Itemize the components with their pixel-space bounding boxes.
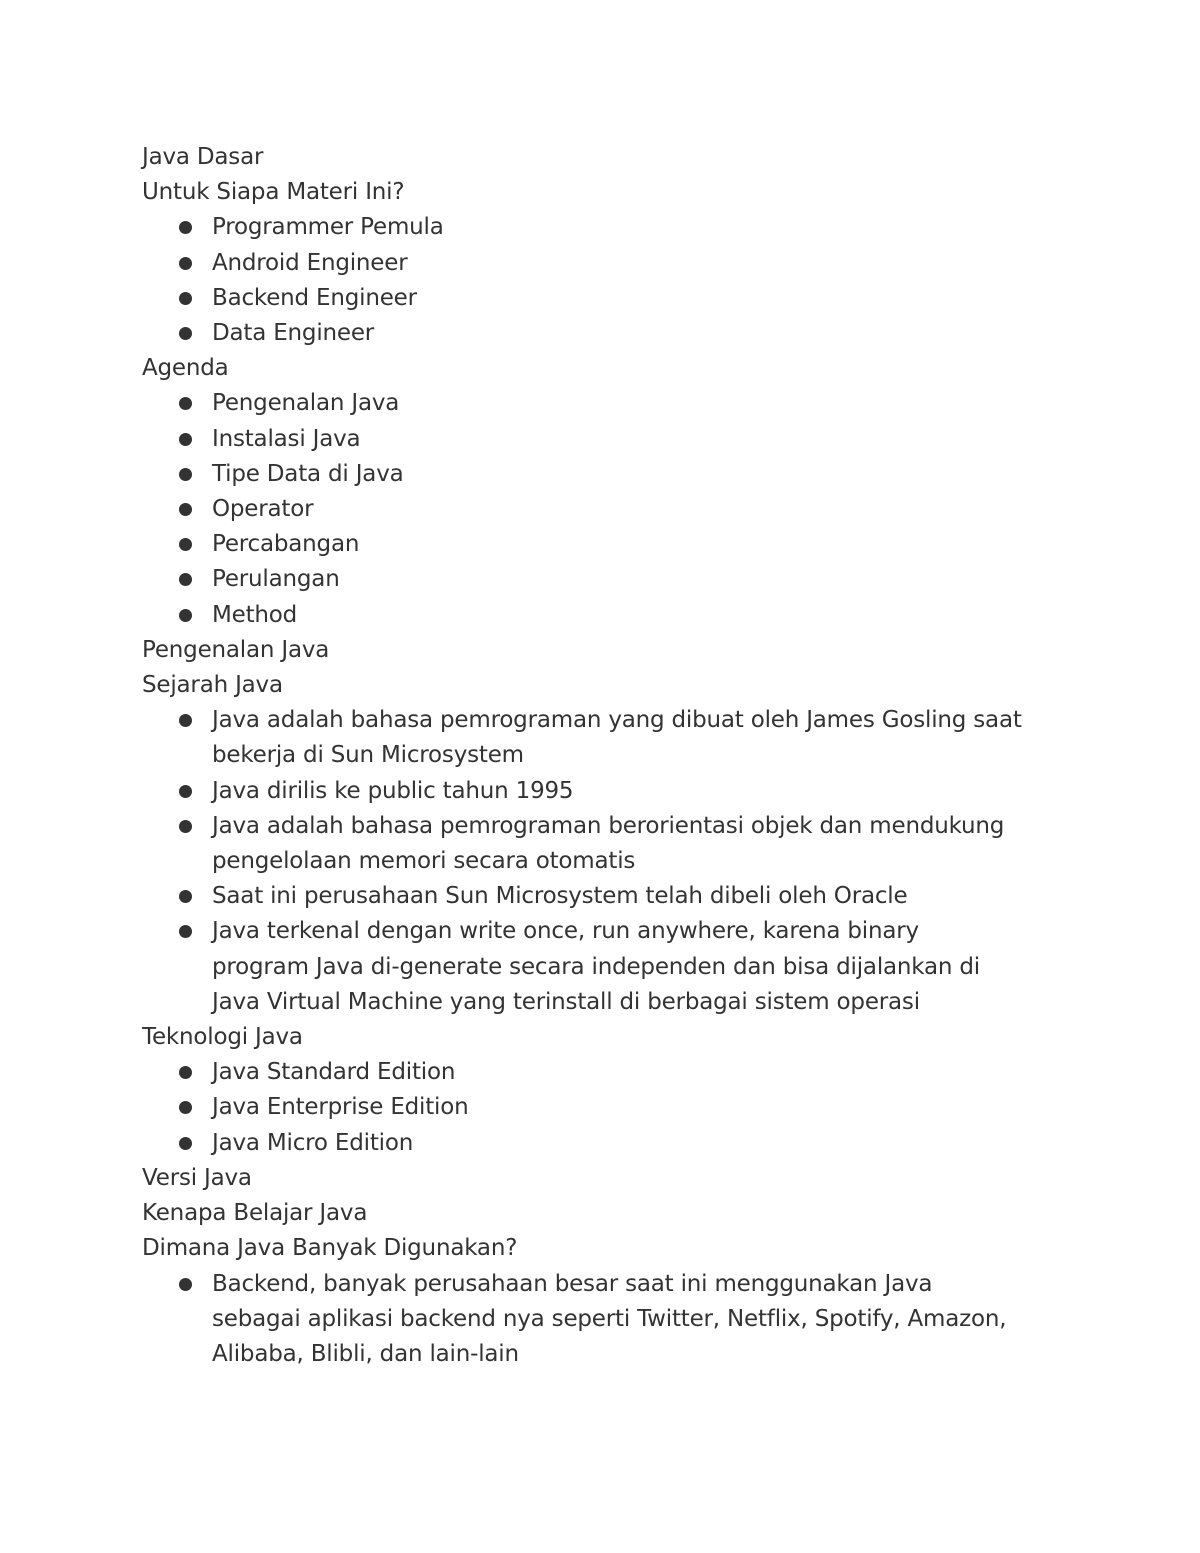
section-heading-versi-java: Versi Java	[142, 1164, 252, 1191]
bullet-icon	[179, 433, 192, 446]
bullet-icon	[179, 1278, 192, 1291]
list-item: Method	[212, 598, 1022, 633]
list-item: Java Standard Edition	[212, 1055, 1022, 1090]
section-heading-kenapa-belajar: Kenapa Belajar Java	[142, 1200, 368, 1227]
list-item: Java adalah bahasa pemrograman berorientasi objek dan mendukung pengelolaan memori secara otomatis	[212, 809, 1022, 879]
bullet-icon	[179, 925, 192, 938]
list-item: Perulangan	[212, 562, 1022, 597]
bullet-icon	[179, 1101, 192, 1114]
bullet-icon	[179, 538, 192, 551]
list-item: Pengenalan Java	[212, 386, 1022, 421]
list-item: Instalasi Java	[212, 422, 1022, 457]
list-item: Java dirilis ke public tahun 1995	[212, 774, 1022, 809]
bullet-icon	[179, 1066, 192, 1079]
history-list	[142, 703, 1022, 1020]
list-item: Java Enterprise Edition	[212, 1090, 1022, 1125]
bullet-icon	[179, 609, 192, 622]
section-heading-java-dasar: Java Dasar	[142, 144, 264, 170]
bullet-icon	[179, 785, 192, 798]
section-heading-agenda: Agenda	[142, 355, 229, 382]
section-heading-teknologi-java: Teknologi Java	[142, 1024, 303, 1051]
bullet-icon	[179, 397, 192, 410]
list-item: Java adalah bahasa pemrograman yang dibuat oleh James Gosling saat bekerja di Sun Microsystem	[212, 703, 1022, 773]
document-body	[142, 140, 1022, 1372]
list-item: Java Micro Edition	[212, 1126, 1022, 1161]
bullet-icon	[179, 292, 192, 305]
bullet-icon	[179, 820, 192, 833]
bullet-icon	[179, 1137, 192, 1150]
section-heading-pengenalan-java: Pengenalan Java	[142, 636, 330, 663]
bullet-icon	[179, 468, 192, 481]
bullet-icon	[179, 257, 192, 270]
list-item: Percabangan	[212, 527, 1022, 562]
list-item: Java terkenal dengan write once, run anywhere, karena binary program Java di-generate secara independen dan bisa dijalankan di Java Virtual Machine yang terinstall di berbagai sistem operasi	[212, 914, 1022, 1020]
list-item: Android Engineer	[212, 246, 1022, 281]
list-item: Operator	[212, 492, 1022, 527]
bullet-icon	[179, 573, 192, 586]
bullet-icon	[179, 714, 192, 727]
bullet-icon	[179, 221, 192, 234]
section-heading-untuk-siapa: Untuk Siapa Materi Ini?	[142, 179, 405, 206]
list-item: Data Engineer	[212, 316, 1022, 351]
bullet-icon	[179, 327, 192, 340]
list-item: Programmer Pemula	[212, 210, 1022, 245]
bullet-icon	[179, 503, 192, 516]
agenda-list	[142, 386, 1022, 632]
list-item: Tipe Data di Java	[212, 457, 1022, 492]
technology-list	[142, 1055, 1022, 1161]
bullet-icon	[179, 890, 192, 903]
audience-list	[142, 210, 1022, 351]
list-item: Backend Engineer	[212, 281, 1022, 316]
usage-list	[142, 1267, 1022, 1373]
section-heading-dimana-java: Dimana Java Banyak Digunakan?	[142, 1235, 518, 1262]
list-item: Backend, banyak perusahaan besar saat ini menggunakan Java sebagai aplikasi backend nya seperti Twitter, Netflix, Spotify, Amazon, Alibaba, Blibli, dan lain-lain	[212, 1267, 1022, 1373]
section-heading-sejarah-java: Sejarah Java	[142, 672, 283, 699]
list-item: Saat ini perusahaan Sun Microsystem telah dibeli oleh Oracle	[212, 879, 1022, 914]
